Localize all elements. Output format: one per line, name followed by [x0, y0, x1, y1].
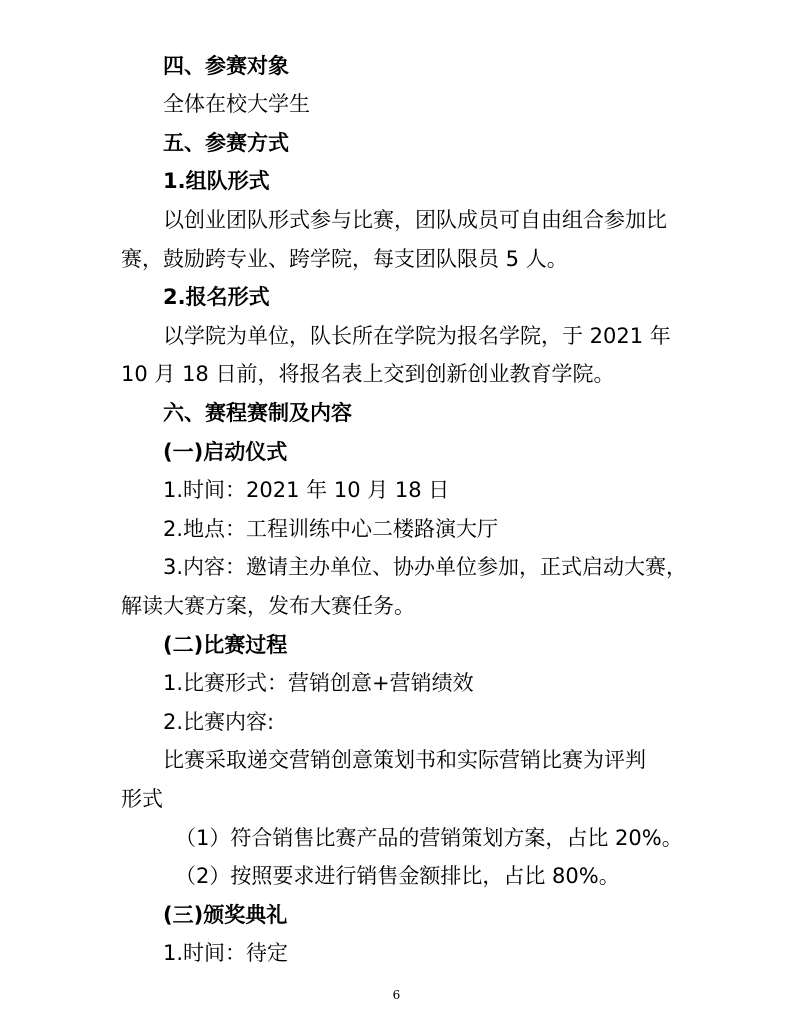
paragraph-line: 解读大赛方案，发布大赛任务。 — [121, 594, 415, 618]
paragraph-line: 1.时间：2021 年 10 月 18 日 — [163, 478, 450, 502]
paragraph-line: 赛，鼓励跨专业、跨学院，每支团队限员 5 人。 — [121, 247, 568, 271]
paragraph-line: 2.地点：工程训练中心二楼路演大厅 — [163, 517, 499, 541]
paragraph-line: 形式 — [121, 787, 163, 811]
subsection-heading-process: (二)比赛过程 — [163, 633, 288, 657]
subsection-heading-launch: (一)启动仪式 — [163, 440, 288, 464]
paragraph-line: 全体在校大学生 — [163, 92, 310, 116]
page-number: 6 — [392, 988, 401, 1002]
paragraph-line: 3.内容：邀请主办单位、协办单位参加，正式启动大赛， — [163, 555, 688, 579]
section-heading-participants: 四、参赛对象 — [163, 54, 289, 78]
paragraph-line: 1.比赛形式：营销创意+营销绩效 — [163, 671, 474, 695]
paragraph-line: 2.比赛内容: — [163, 710, 275, 734]
subsection-heading-ceremony: (三)颁奖典礼 — [163, 903, 288, 927]
section-heading-schedule: 六、赛程赛制及内容 — [163, 401, 352, 425]
paragraph-line: 以创业团队形式参与比赛，团队成员可自由组合参加比 — [163, 208, 667, 232]
subsection-heading-team: 1.组队形式 — [163, 169, 270, 193]
list-item: （2）按照要求进行销售金额排比，占比 80%。 — [175, 864, 620, 888]
paragraph-line: 10 月 18 日前，将报名表上交到创新创业教育学院。 — [121, 362, 615, 386]
paragraph-line: 以学院为单位，队长所在学院为报名学院，于 2021 年 — [163, 324, 671, 348]
subsection-heading-registration: 2.报名形式 — [163, 285, 270, 309]
paragraph-line: 比赛采取递交营销创意策划书和实际营销比赛为评判 — [163, 748, 646, 772]
paragraph-line: 1.时间：待定 — [163, 941, 289, 965]
list-item: （1）符合销售比赛产品的营销策划方案，占比 20%。 — [175, 826, 683, 850]
section-heading-method: 五、参赛方式 — [163, 131, 289, 155]
